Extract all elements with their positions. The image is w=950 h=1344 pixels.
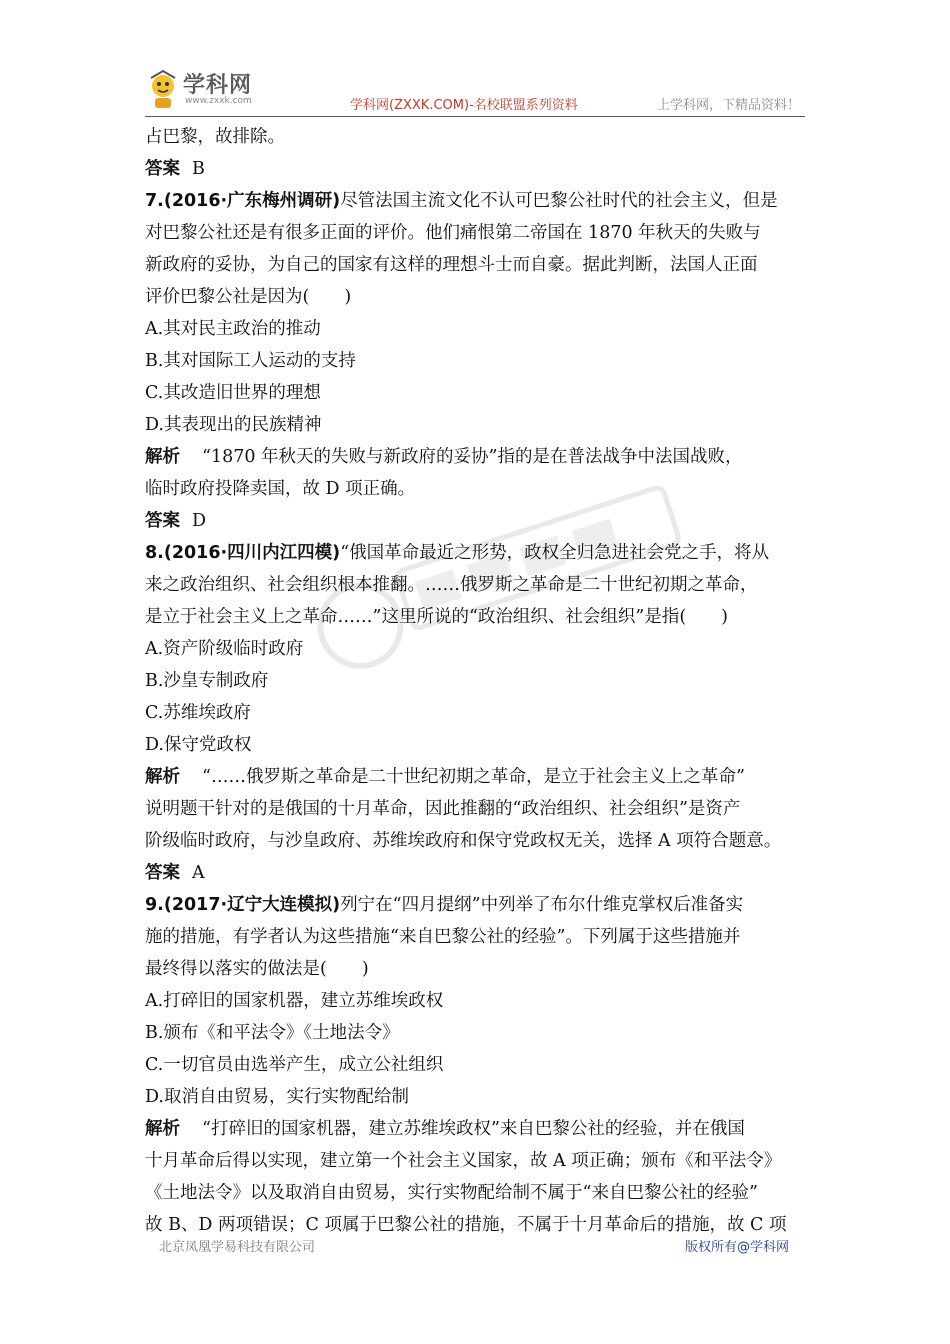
header-right-slogan: 上学科网，下精品资料！ — [657, 98, 801, 113]
page-header — [145, 66, 805, 118]
option-d: D.取消自由贸易，实行实物配给制 — [145, 1087, 409, 1107]
question-9-line-1 — [145, 889, 810, 921]
logo-url: www.zxxk.com — [185, 96, 252, 106]
question-source: 9.(2017·辽宁大连模拟) — [145, 895, 341, 915]
question-source: 8.(2016·四川内江四模) — [145, 543, 341, 563]
question-stem-line: 对巴黎公社还是有很多正面的评价。他们痛恨第二帝国在 1870 年秋天的失败与 — [145, 223, 761, 243]
option-b: B.其对国际工人运动的支持 — [145, 351, 356, 371]
analysis-text: “1870 年秋天的失败与新政府的妥协”指的是在普法战争中法国战败， — [202, 447, 743, 467]
question-source: 7.(2016·广东梅州调研) — [145, 191, 341, 211]
analysis-line — [145, 441, 810, 473]
page-footer — [145, 1236, 805, 1260]
analysis-label: 解析 — [145, 447, 180, 467]
document-body — [145, 121, 810, 1241]
question-stem: 列宁在“四月提纲”中列举了布尔什维克掌权后准备实 — [340, 895, 744, 915]
answer-label: 答案 — [145, 863, 180, 883]
option-a: A.其对民主政治的推动 — [145, 319, 321, 339]
analysis-line: 故 B、D 两项错误；C 项属于巴黎公社的措施，不属于十月革命后的措施，故 C 项 — [145, 1215, 787, 1235]
option-c: C.一切官员由选举产生，成立公社组织 — [145, 1055, 444, 1075]
question-7-line-1 — [145, 185, 810, 217]
answer-label: 答案 — [145, 159, 180, 179]
header-center-text: 学科网(ZXXK.COM)-名校联盟系列资料 — [350, 98, 578, 113]
answer-value: B — [192, 159, 205, 179]
analysis-line: 阶级临时政府，与沙皇政府、苏维埃政府和保守党政权无关，选择 A 项符合题意。 — [145, 831, 782, 851]
question-stem-line: 是立于社会主义上之革命……”这里所说的“政治组织、社会组织”是指( ) — [145, 607, 728, 627]
analysis-label: 解析 — [145, 767, 180, 787]
answer-line-q8 — [145, 857, 810, 889]
analysis-label: 解析 — [145, 1119, 180, 1139]
option-c: C.苏维埃政府 — [145, 703, 251, 723]
answer-value: D — [192, 511, 207, 531]
question-stem-line: 最终得以落实的做法是( ) — [145, 959, 369, 979]
question-stem-line: 新政府的妥协，为自己的国家有这样的理想斗士而自豪。据此判断，法国人正面 — [145, 255, 758, 275]
question-stem: “俄国革命最近之形势，政权全归急进社会党之手，将从 — [340, 543, 770, 563]
analysis-line: 临时政府投降卖国，故 D 项正确。 — [145, 479, 416, 499]
answer-value: A — [192, 863, 205, 883]
footer-copyright[interactable]: 版权所有@学科网 — [684, 1240, 789, 1255]
analysis-line: 十月革命后得以实现，建立第一个社会主义国家，故 A 项正确；颁布《和平法令》 — [145, 1151, 782, 1171]
analysis-text: “打碎旧的国家机器，建立苏维埃政权”来自巴黎公社的经验，并在俄国 — [202, 1119, 745, 1139]
answer-line-q7 — [145, 505, 810, 537]
logo-text: 学科网 — [183, 73, 253, 98]
logo-mascot-icon — [147, 68, 183, 112]
option-d: D.其表现出的民族精神 — [145, 415, 322, 435]
option-b: B.沙皇专制政府 — [145, 671, 269, 691]
analysis-line — [145, 761, 810, 793]
header-divider — [145, 116, 805, 117]
option-a: A.打碎旧的国家机器，建立苏维埃政权 — [145, 991, 444, 1011]
analysis-line: 说明题干针对的是俄国的十月革命，因此推翻的“政治组织、社会组织”是资产 — [145, 799, 741, 819]
question-stem: 尽管法国主流文化不认可巴黎公社时代的社会主义，但是 — [340, 191, 778, 211]
answer-label: 答案 — [145, 511, 180, 531]
question-stem-line: 评价巴黎公社是因为( ) — [145, 287, 352, 307]
question-stem-line: 来之政治组织、社会组织根本推翻。……俄罗斯之革命是二十世纪初期之革命， — [145, 575, 758, 595]
answer-line-q6 — [145, 153, 810, 185]
question-stem-line: 施的措施，有学者认为这些措施“来自巴黎公社的经验”。下列属于这些措施并 — [145, 927, 741, 947]
site-logo[interactable] — [145, 66, 265, 114]
text-line: 占巴黎，故排除。 — [145, 127, 285, 147]
option-b: B.颁布《和平法令》《土地法令》 — [145, 1023, 400, 1043]
option-d: D.保守党政权 — [145, 735, 252, 755]
analysis-text: “……俄罗斯之革命是二十世纪初期之革命，是立于社会主义上之革命” — [202, 767, 745, 787]
analysis-line — [145, 1113, 810, 1145]
question-8-line-1 — [145, 537, 810, 569]
option-c: C.其改造旧世界的理想 — [145, 383, 321, 403]
footer-company: 北京凤凰学易科技有限公司 — [159, 1240, 316, 1255]
analysis-line: 《土地法令》以及取消自由贸易，实行实物配给制不属于“来自巴黎公社的经验” — [145, 1183, 758, 1203]
option-a: A.资产阶级临时政府 — [145, 639, 304, 659]
